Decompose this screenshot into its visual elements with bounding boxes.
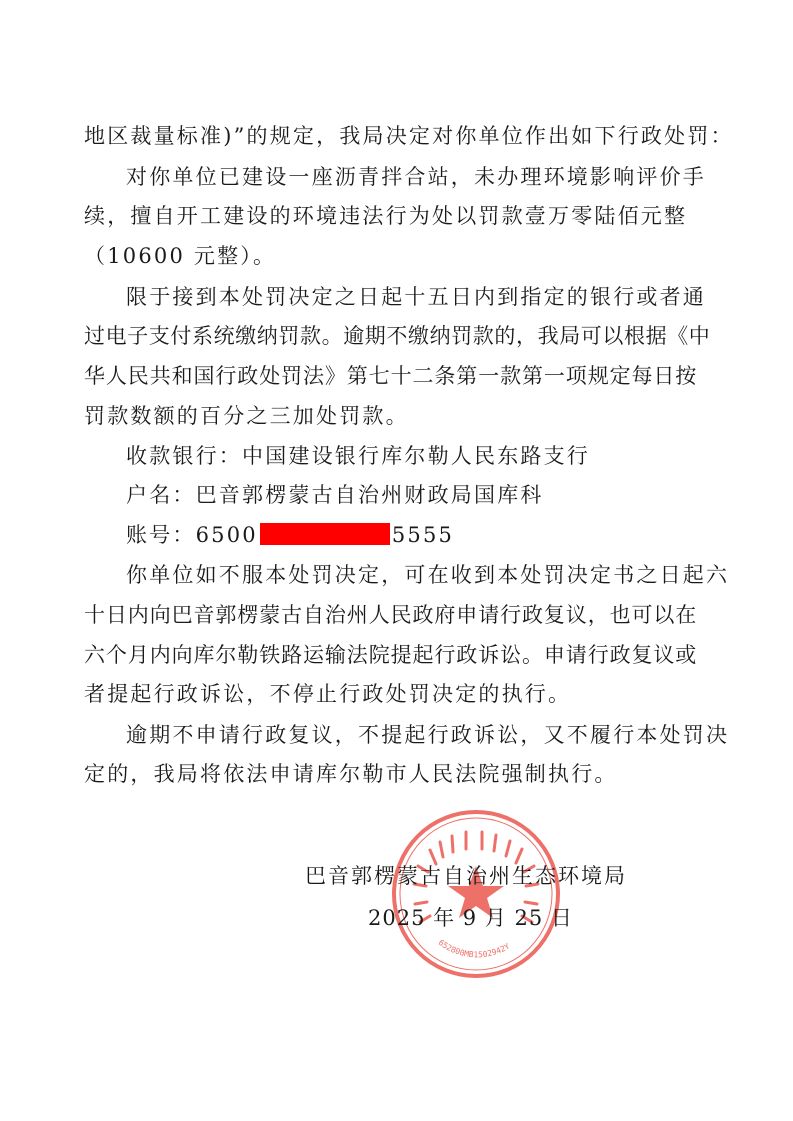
- seal-code: 652800MB1502942Y: [436, 937, 512, 960]
- paragraph-line: 地区裁量标准)”的规定，我局决定对你单位作出如下行政处罚：: [84, 124, 734, 148]
- account-number-line: [126, 521, 710, 549]
- paragraph-line: 你单位如不服本处罚决定，可在收到本处罚决定书之日起六: [126, 563, 730, 587]
- paragraph-line: 对你单位已建设一座沥青拌合站，未办理环境影响评价手: [126, 165, 706, 189]
- official-seal: [390, 808, 562, 980]
- account-suffix: 5555: [391, 523, 455, 547]
- paragraph-line: 定的，我局将依法申请库尔勒市人民法院强制执行。: [84, 762, 618, 786]
- paragraph-line: 续，擅自开工建设的环境违法行为处以罚款壹万零陆佰元整: [84, 204, 688, 228]
- bank-name-line: 收款银行：中国建设银行库尔勒人民东路支行: [126, 444, 590, 468]
- redaction-bar: [260, 523, 390, 545]
- paragraph-line: 者提起行政诉讼，不停止行政处罚决定的执行。: [84, 682, 572, 706]
- account-name-line: 户名：巴音郭楞蒙古自治州财政局国库科: [126, 483, 544, 507]
- paragraph-line: 华人民共和国行政处罚法》第七十二条第一款第一项规定每日按: [84, 364, 698, 388]
- paragraph-line: 逾期不申请行政复议，不提起行政诉讼，又不履行本处罚决: [126, 723, 730, 747]
- paragraph-line: 过电子支付系统缴纳罚款。逾期不缴纳罚款的，我局可以根据《中: [84, 324, 711, 348]
- signature-organization: 巴音郭楞蒙古自治州生态环境局: [305, 864, 627, 888]
- paragraph-line: 十日内向巴音郭楞蒙古自治州人民政府申请行政复议，也可以在: [84, 603, 698, 627]
- paragraph-line: 罚款数额的百分之三加处罚款。: [84, 404, 409, 428]
- paragraph-line: 限于接到本处罚决定之日起十五日内到指定的银行或者通: [126, 285, 706, 309]
- signature-date: 2025 年 9 月 25 日: [368, 906, 573, 930]
- account-prefix: 6500: [195, 523, 258, 547]
- paragraph-line: 六个月内向库尔勒铁路运输法院提起行政诉讼。申请行政复议或: [84, 643, 698, 667]
- paragraph-line: （10600 元整）。: [84, 244, 277, 268]
- account-label: 账号：: [126, 523, 196, 547]
